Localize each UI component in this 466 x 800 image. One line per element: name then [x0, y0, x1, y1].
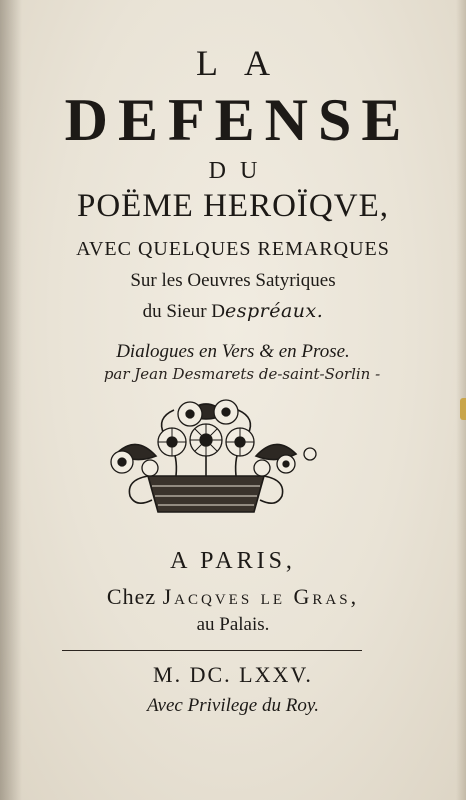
divider-rule — [62, 650, 362, 651]
imprint-city: A PARIS, — [170, 548, 296, 574]
flower-basket-icon — [86, 384, 326, 534]
subtitle-oeuvres: Sur les Oeuvres Satyriques — [130, 270, 336, 291]
title-la: LA — [196, 43, 296, 83]
imprint-publisher — [0, 584, 466, 610]
bookmark-tab — [460, 398, 466, 420]
privilege-line: Avec Privilege du Roy. — [147, 695, 319, 716]
title-poeme: POËME HEROÏQVE, — [77, 188, 389, 224]
imprint-location: au Palais. — [196, 614, 270, 635]
title-du: DU — [208, 158, 272, 184]
subtitle-remarques: AVEC QUELQUES REMARQUES — [76, 238, 390, 260]
publisher-name: Jacqves le Gras, — [162, 584, 360, 609]
sieur-printed: du Sieur D — [142, 301, 225, 322]
author-handwritten-note: par Jean Desmarets de-saint-Sorlin - — [103, 365, 381, 383]
title-defense: DEFENSE — [64, 87, 412, 153]
sieur-handwritten: espréaux. — [225, 300, 324, 322]
imprint-date: M. DC. LXXV. — [153, 662, 313, 687]
dialogues-line: Dialogues en Vers & en Prose. — [116, 341, 350, 362]
subtitle-sieur — [0, 300, 466, 323]
publisher-prefix: Chez — [106, 584, 157, 609]
